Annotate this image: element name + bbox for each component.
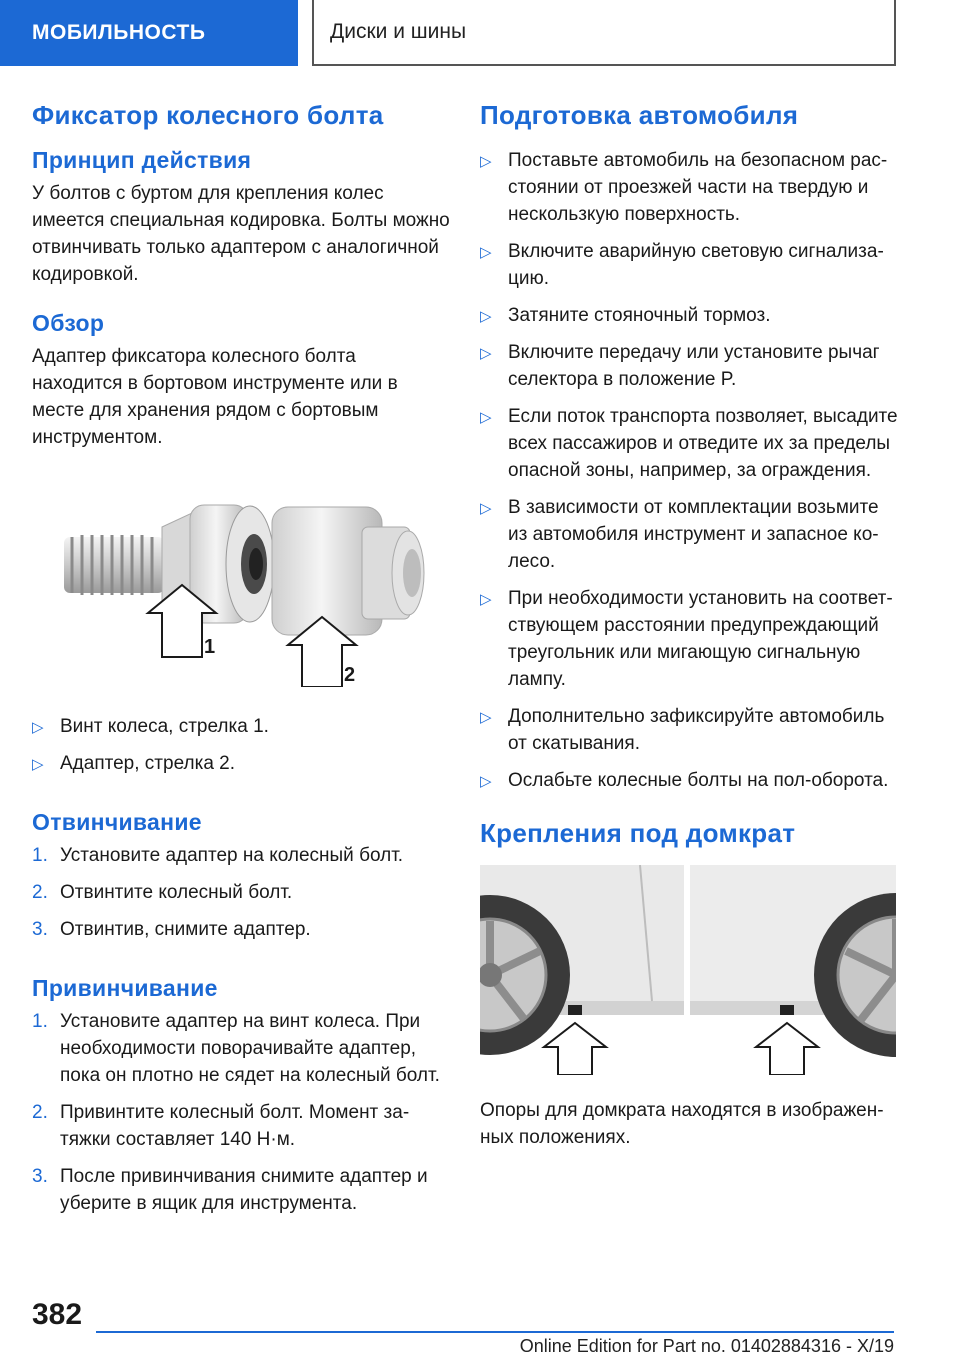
bullet-marker: ▷ <box>480 709 492 726</box>
section-tab: МОБИЛЬНОСТЬ <box>0 0 298 66</box>
unscrew-steps <box>32 842 450 943</box>
jack-points-text: Опоры для домкрата находятся в изображенных положениях. <box>480 1100 884 1148</box>
list-item: ▷ Включите передачу или установите рычаг селектора в положение P. <box>480 342 880 390</box>
unscrew-heading: Отвинчивание <box>32 809 202 835</box>
bullet-marker: ▷ <box>480 153 492 170</box>
screw-steps <box>32 1008 450 1217</box>
overview-heading: Обзор <box>32 310 105 336</box>
jack-points-figure <box>480 865 896 1075</box>
list-item: ▷ При необходимости установить на соответствующем расстоянии предупреждающий треугольник или мигающую сигнальную лампу. <box>480 588 893 690</box>
list-item: ▷ Затяните стояночный тормоз. <box>480 302 898 329</box>
list-item: ▷ Поставьте автомобиль на безопасном расстоянии от проезжей части на твердую и нескользкую поверхность. <box>480 150 888 225</box>
list-item: 3. После привинчивания снимите адаптер и уберите в ящик для инструмента. <box>32 1166 428 1214</box>
wheel-bolt-adapter-figure <box>32 487 450 687</box>
bullet-marker: ▷ <box>480 773 492 790</box>
list-item: 3. Отвинтив, снимите адаптер. <box>32 919 311 940</box>
list-item: ▷ Включите аварийную световую сигнализацию. <box>480 241 884 289</box>
screw-heading: Привинчивание <box>32 975 218 1001</box>
vehicle-prep-title: Подготовка автомобиля <box>480 100 799 130</box>
bullet-marker: ▷ <box>32 719 44 736</box>
list-item: 2. Привинтите колесный болт. Момент затяжки составляет 140 Н·м. <box>32 1102 410 1150</box>
bullet-marker: ▷ <box>32 756 44 773</box>
list-item: ▷ Адаптер, стрелка 2. <box>32 750 450 777</box>
list-item: 1. Установите адаптер на винт колеса. При необходимости поворачивайте адаптер, пока он плотно не сядет на колесный болт. <box>32 1011 440 1086</box>
page-number: 382 <box>32 1298 83 1331</box>
right-column <box>480 100 898 1151</box>
chapter-title: Диски и шины <box>312 0 896 66</box>
list-item: ▷ Если поток транспорта позволяет, высадите всех пассажиров и отведите их за пределы опасной зоны, например, за ограждения. <box>480 406 898 481</box>
edition-info: Online Edition for Part no. 01402884316 - X/19 <box>519 1336 894 1356</box>
left-column <box>32 100 450 1227</box>
bullet-marker: ▷ <box>480 500 492 517</box>
footer-rule <box>96 1331 894 1333</box>
figure-legend <box>32 713 450 777</box>
overview-text: Адаптер фиксатора колесного болта находится в бортовом инструменте или в месте для хранения рядом с бортовым инструментом. <box>32 346 398 448</box>
bullet-marker: ▷ <box>480 308 492 325</box>
vehicle-prep-list <box>480 147 898 794</box>
list-item: ▷ Винт колеса, стрелка 1. <box>32 713 450 740</box>
arrow-1-label: 1 <box>204 636 216 658</box>
list-item: ▷ Ослабьте колесные болты на пол-оборота. <box>480 767 898 794</box>
principle-text: У болтов с буртом для крепления колес имеется специальная кодировка. Болты можно отвинчивать только адаптером с аналогичной кодировкой. <box>32 183 450 285</box>
wheel-lock-title: Фиксатор колесного болта <box>32 100 384 130</box>
list-item: ▷ В зависимости от комплектации возьмите из автомобиля инструмент и запасное колесо. <box>480 497 879 572</box>
bullet-marker: ▷ <box>480 345 492 362</box>
bullet-marker: ▷ <box>480 409 492 426</box>
jack-points-title: Крепления под домкрат <box>480 818 796 848</box>
arrow-2-label: 2 <box>344 664 356 686</box>
list-item: ▷ Дополнительно зафиксируйте автомобиль от скатывания. <box>480 706 885 754</box>
list-item: 1. Установите адаптер на колесный болт. <box>32 845 404 866</box>
bullet-marker: ▷ <box>480 591 492 608</box>
bullet-marker: ▷ <box>480 244 492 261</box>
bolt-threads <box>64 535 164 595</box>
principle-heading: Принцип действия <box>32 147 252 173</box>
list-item: 2. Отвинтите колесный болт. <box>32 882 293 903</box>
